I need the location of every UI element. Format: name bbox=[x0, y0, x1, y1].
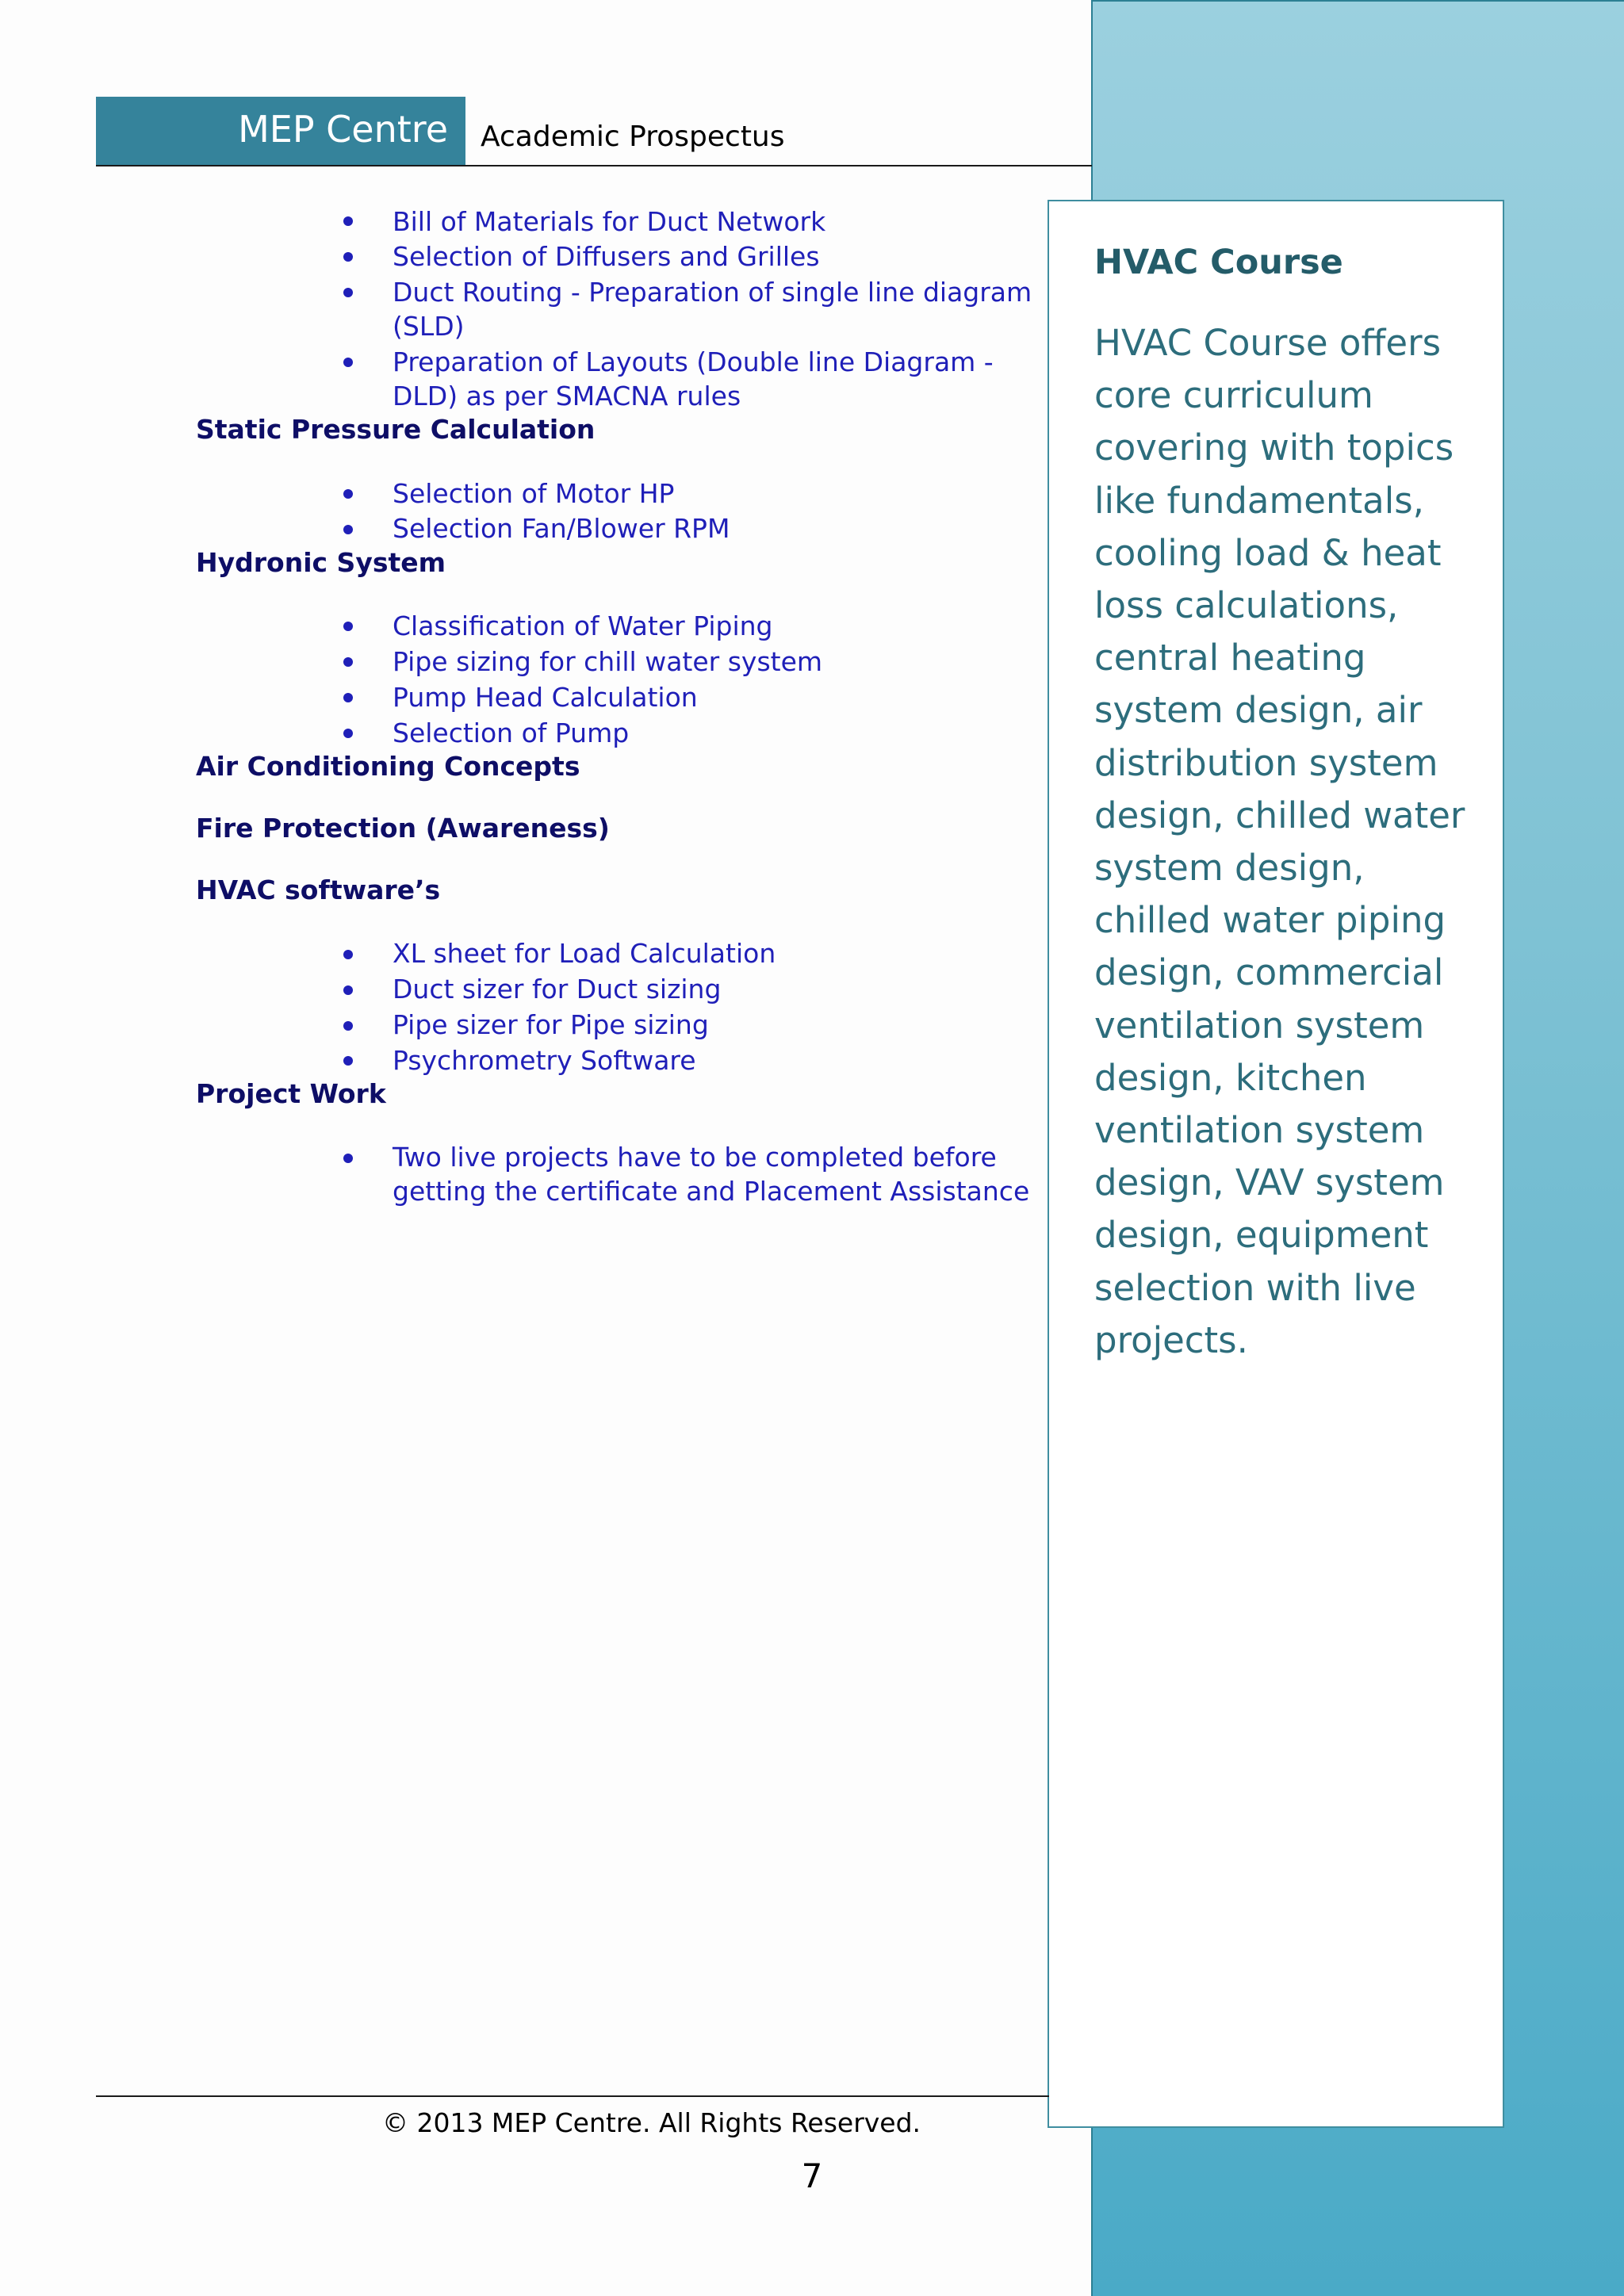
bullet-icon bbox=[343, 729, 353, 738]
brand-header: MEP Centre bbox=[96, 97, 465, 165]
list-item-continuation: getting the certificate and Placement Assistance bbox=[393, 1176, 1030, 1207]
section-heading: Hydronic System bbox=[196, 547, 446, 578]
list-item: Preparation of Layouts (Double line Diagram - bbox=[393, 346, 994, 377]
bullet-icon bbox=[343, 288, 353, 297]
bullet-icon bbox=[343, 216, 353, 226]
list-item: Classification of Water Piping bbox=[393, 610, 773, 641]
bullet-icon bbox=[343, 358, 353, 367]
list-item: Pipe sizing for chill water system bbox=[393, 646, 823, 677]
section-heading: Static Pressure Calculation bbox=[196, 414, 596, 445]
bullet-icon bbox=[343, 693, 353, 702]
bullet-icon bbox=[343, 1056, 353, 1066]
bullet-icon bbox=[343, 657, 353, 667]
document-subtitle: Academic Prospectus bbox=[481, 121, 785, 153]
page-number: 7 bbox=[801, 2156, 823, 2195]
list-item: Pump Head Calculation bbox=[393, 682, 698, 713]
header-divider bbox=[96, 165, 1092, 166]
bullet-icon bbox=[343, 525, 353, 534]
list-item: Psychrometry Software bbox=[393, 1045, 696, 1076]
bullet-icon bbox=[343, 1154, 353, 1163]
bullet-icon bbox=[343, 622, 353, 631]
list-item-continuation: (SLD) bbox=[393, 311, 465, 342]
list-item: Two live projects have to be completed before bbox=[393, 1142, 997, 1173]
list-item-continuation: DLD) as per SMACNA rules bbox=[393, 381, 741, 411]
list-item: Pipe sizer for Pipe sizing bbox=[393, 1009, 709, 1040]
list-item: XL sheet for Load Calculation bbox=[393, 938, 776, 969]
list-item: Bill of Materials for Duct Network bbox=[393, 206, 826, 237]
section-heading: HVAC software’s bbox=[196, 874, 441, 905]
bullet-icon bbox=[343, 489, 353, 499]
section-heading: Air Conditioning Concepts bbox=[196, 751, 580, 782]
list-item: Selection Fan/Blower RPM bbox=[393, 513, 730, 544]
bullet-icon bbox=[343, 252, 353, 262]
bullet-icon bbox=[343, 985, 353, 995]
bullet-icon bbox=[343, 1021, 353, 1031]
list-item: Selection of Pump bbox=[393, 718, 630, 748]
footer-divider bbox=[96, 2095, 1049, 2097]
bullet-icon bbox=[343, 950, 353, 959]
section-heading: Fire Protection (Awareness) bbox=[196, 813, 610, 844]
sidebar-description: HVAC Course offers core curriculum covering with topics like fundamentals, cooling load & heat loss calculations, central heating system design, air distribution system design, chilled water system design, chilled water piping design, commercial ventilation system design, kitchen ventilation system design, VAV system design, equipment selection with live projects. bbox=[1094, 322, 1465, 1361]
list-item: Duct sizer for Duct sizing bbox=[393, 974, 722, 1004]
list-item: Selection of Motor HP bbox=[393, 478, 675, 509]
sidebar-title: HVAC Course bbox=[1094, 243, 1343, 282]
list-item: Duct Routing - Preparation of single line diagram bbox=[393, 277, 1032, 308]
copyright-text: © 2013 MEP Centre. All Rights Reserved. bbox=[381, 2107, 921, 2138]
list-item: Selection of Diffusers and Grilles bbox=[393, 241, 820, 272]
section-heading: Project Work bbox=[196, 1078, 386, 1109]
